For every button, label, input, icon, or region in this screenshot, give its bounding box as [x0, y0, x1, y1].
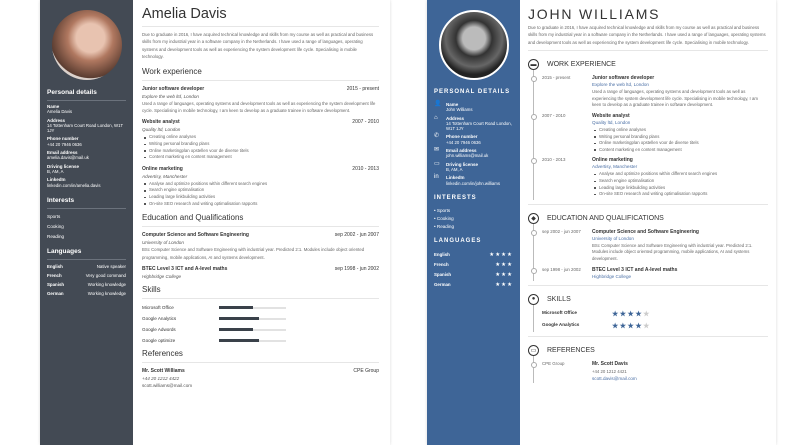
- reference-company: CPE Group: [353, 368, 379, 374]
- item-description: Used a range of languages, operating systems and development tools as well as experiencing the system development life cycle. Specialising in mobile technology, I am keen to develop as a graduate trainee in software development.: [592, 89, 758, 108]
- item-organization: Advertisy, Manchester: [142, 173, 188, 179]
- item-dates: 2015 - present: [542, 75, 571, 81]
- divider: [142, 26, 379, 27]
- item-organization: Advertisy, Manchester: [592, 164, 638, 170]
- personal-detail-label: Phone number: [47, 136, 79, 142]
- personal-detail: [47, 150, 126, 161]
- references-heading: REFERENCES: [547, 346, 595, 354]
- personal-detail-label: Driving license: [47, 163, 80, 169]
- profile-photo: [52, 10, 122, 80]
- skill-name: Google Adwords: [142, 327, 176, 332]
- skill-bar-fill: [219, 306, 253, 309]
- languages-heading: Languages: [47, 248, 126, 260]
- language-name: Spanish: [434, 271, 452, 277]
- personal-detail-value: B, AM, A: [47, 168, 64, 174]
- bullet-item: Leading large linkbuilding activities: [142, 194, 379, 201]
- language-stars: ★★★: [495, 261, 513, 268]
- personal-detail-value: amelia.davis@mail.uk: [47, 155, 89, 161]
- personal-detail-label: Driving license: [446, 161, 479, 167]
- personal-detail-value: linkedin.com/in/john.williams: [446, 180, 500, 186]
- personal-detail: [434, 116, 513, 132]
- item-organization: University of London: [592, 235, 634, 241]
- summary: Due to graduate in 2016, I have acquired technical knowledge and skills from my course as well as practical and business skills from my industrial year in a software company in the Netherlands. I have used a range of languages, operating systems and development tools as well as experiencing the system development life cycle. Specialising in mobile technology.: [142, 32, 374, 60]
- item-organization: Highbridge College: [142, 274, 182, 279]
- language-item: [47, 264, 126, 269]
- profile-photo: [439, 10, 509, 80]
- reference-phone: +44 20 1212 4421: [592, 368, 627, 374]
- resume-template-a[interactable]: [40, 0, 390, 445]
- personal-detail-label: Address: [446, 115, 465, 121]
- work-item: [534, 113, 768, 153]
- item-header: [142, 86, 379, 92]
- speech-bubble-icon: ▭: [528, 345, 539, 356]
- bullet-item: Creating online analyses: [592, 127, 768, 134]
- interest-item: Reading: [47, 233, 65, 239]
- personal-detail: [434, 162, 513, 173]
- bullet-item: Search engine optimalisation: [142, 187, 379, 194]
- education-heading: Education and Qualifications: [142, 213, 244, 223]
- sidebar: [40, 0, 133, 445]
- bullet-item: Search engine optimalisation: [592, 178, 768, 185]
- item-title: Junior software developer: [592, 75, 655, 82]
- personal-detail-label: Address: [47, 117, 66, 123]
- item-organization: Quality ltd, London: [142, 127, 181, 133]
- work-item: [142, 86, 379, 115]
- bullet-list: [592, 171, 768, 197]
- personal-detail: [434, 148, 513, 159]
- interest-item: • Reading: [434, 223, 454, 229]
- language-item: [47, 291, 126, 296]
- language-name: French: [434, 261, 449, 267]
- item-dates: 2007 - 2010: [352, 119, 379, 126]
- personal-detail-value: +44 20 7946 0636: [47, 141, 82, 147]
- language-item: [434, 272, 513, 278]
- item-organization: Quality ltd, London: [592, 120, 631, 125]
- education-item: [142, 266, 379, 279]
- personal-detail-value: Amelia Davis: [47, 109, 73, 115]
- work-item: [142, 166, 379, 207]
- work-item: [534, 157, 768, 197]
- reference-email[interactable]: scott.williams@mail.com: [142, 383, 193, 388]
- language-name: German: [434, 281, 451, 287]
- personal-detail-label: Name: [446, 102, 459, 107]
- personal-detail-label: LinkedIn: [47, 177, 66, 183]
- interest-item: • Sports: [434, 207, 451, 213]
- personal-detail-value: 14 Tottenham Court Road London, W1T 1JY: [47, 122, 124, 134]
- skill-name: Microsoft Office: [142, 305, 174, 310]
- bullet-item: Leading large linkbuilding activities: [592, 185, 768, 192]
- divider: [142, 80, 379, 81]
- reference: [534, 361, 768, 381]
- skill-item: [142, 327, 379, 332]
- personal-details-heading: Personal details: [47, 89, 126, 101]
- home-icon: ⌂: [434, 114, 438, 121]
- interests-heading: Interests: [47, 197, 126, 209]
- language-stars: ★★★: [495, 281, 513, 288]
- skill-bar: [219, 340, 286, 342]
- personal-details-heading: PERSONAL DETAILS: [434, 89, 511, 95]
- interest-item: Sports: [47, 213, 61, 219]
- item-header: [142, 166, 379, 172]
- skill-item: [142, 338, 379, 343]
- personal-detail: [434, 175, 513, 186]
- interest-item: Cooking: [47, 223, 64, 229]
- work-heading: Work experience: [142, 66, 202, 76]
- language-item: [47, 273, 126, 278]
- item-title: Computer Science and Software Engineering: [592, 228, 699, 235]
- item-content: [592, 157, 768, 197]
- divider: [528, 336, 768, 337]
- skill-item: [534, 310, 768, 318]
- item-dates: sep 1998 - jun 2002: [334, 266, 379, 272]
- references-heading: References: [142, 349, 183, 358]
- language-name: German: [47, 290, 64, 296]
- item-dates: 2007 - 2010: [542, 113, 566, 118]
- main-content: [142, 0, 379, 388]
- language-level: Native speaker: [96, 263, 126, 269]
- reference-email[interactable]: scott.davis@mail.com: [592, 375, 637, 381]
- skill-name: Google optimize: [142, 338, 176, 343]
- candidate-name: Amelia Davis: [142, 6, 227, 22]
- personal-detail-label: Name: [47, 104, 60, 109]
- bullet-item: Analyse and optimize positions within different search engines: [592, 171, 768, 178]
- reference-name: Mr. Scott Williams: [142, 368, 185, 374]
- graduation-cap-icon: ◆: [528, 213, 539, 224]
- skill-bar: [219, 307, 286, 309]
- bullet-item: Analyse and optimize positions within different search engines: [142, 181, 379, 188]
- bullet-item: On-site SEO research and writing optimalisation rapports: [142, 201, 379, 208]
- personal-detail-label: Phone number: [446, 134, 478, 140]
- skill-item: [142, 316, 379, 321]
- item-title: Website analyst: [592, 113, 630, 119]
- personal-detail: [434, 134, 513, 145]
- bullet-list: [592, 127, 768, 153]
- linkedin-icon: in: [434, 174, 439, 181]
- education-item: [142, 232, 379, 261]
- car-icon: ▭: [434, 160, 440, 167]
- bullet-list: [142, 134, 379, 160]
- sidebar: [427, 0, 520, 445]
- personal-detail: [47, 177, 126, 188]
- bullet-item: Online marketingplan opstellen voor de diverse titels: [592, 140, 768, 147]
- item-organization: Explore the web ltd, London: [142, 93, 199, 99]
- item-dates: sep 2002 - jun 2007: [334, 232, 379, 239]
- work-item: [534, 75, 768, 109]
- skill-name: Google Analytics: [542, 321, 580, 327]
- skill-stars: ★★★★★: [612, 310, 651, 318]
- user-icon: 👤: [434, 101, 442, 107]
- personal-detail-value: 14 Tottenham Court Road London, W1T 1JY: [446, 120, 512, 132]
- bullet-item: On-site SEO research and writing optimalisation rapports: [592, 191, 768, 198]
- personal-detail-value: John Williams: [446, 107, 473, 113]
- skill-bar: [219, 318, 286, 320]
- item-content: [592, 267, 768, 279]
- skills-heading: SKILLS: [547, 295, 571, 303]
- item-description: BSc Computer Science and Software Engineering with industrial year. Predicted 2:1. Modules include object oriented programming, mobile applications, AI and systems development.: [592, 242, 753, 261]
- bullet-item: Writing personal branding plans: [592, 134, 768, 141]
- skills-heading: Skills: [142, 285, 161, 294]
- bullet-item: Online marketingplan opstellen voor de diverse titels: [142, 148, 379, 155]
- skill-bar-fill: [219, 339, 259, 342]
- item-header: [142, 232, 379, 238]
- language-name: Spanish: [47, 281, 65, 287]
- reference-name: Mr. Scott Davis: [592, 360, 628, 367]
- education-item: [534, 229, 768, 263]
- reference-company: CPE Group: [542, 360, 565, 366]
- personal-detail-label: Email address: [47, 150, 78, 156]
- item-title: Online marketing: [592, 157, 633, 164]
- item-content: [592, 229, 768, 263]
- skill-stars: ★★★★★: [612, 322, 651, 330]
- bullet-item: Content marketing en content management: [592, 147, 768, 154]
- language-name: French: [47, 272, 62, 278]
- personal-detail: [47, 118, 126, 134]
- candidate-name: JOHN WILLIAMS: [528, 6, 661, 22]
- item-title: Online marketing: [142, 165, 183, 172]
- language-item: [434, 262, 513, 268]
- divider: [142, 298, 379, 299]
- item-content: [592, 75, 768, 109]
- language-stars: ★★★★: [489, 251, 513, 258]
- interests-heading: INTERESTS: [434, 194, 477, 201]
- main-content: [528, 0, 768, 383]
- skill-bar: [219, 329, 286, 331]
- item-header: [142, 119, 379, 125]
- language-name: English: [434, 251, 450, 257]
- work-heading: WORK EXPERIENCE: [547, 61, 616, 69]
- envelope-icon: ✉: [434, 147, 440, 154]
- personal-detail: [434, 102, 513, 113]
- work-item: [142, 119, 379, 160]
- item-title: Website analyst: [142, 119, 180, 126]
- skill-name: Microsoft Office: [542, 309, 577, 315]
- personal-detail: [47, 104, 126, 115]
- item-dates: sep 1998 - jun 2002: [542, 266, 581, 272]
- personal-detail-value: +44 20 7946 0636: [446, 139, 481, 145]
- personal-detail-value: john.williams@mail.uk: [446, 153, 489, 159]
- item-dates: 2015 - present: [346, 85, 379, 92]
- bullet-list: [142, 181, 379, 207]
- item-organization: Explore the web ltd, London: [592, 82, 649, 88]
- summary: Due to graduate in 2016, I have acquired technical knowledge and skills from my course as well as practical and business skills from my industrial year in a software company in the Netherlands. I have used a range of languages, operating systems and development tools as well as experiencing the system development life cycle. Specialising in mobile technology.: [528, 25, 766, 45]
- item-dates: 2010 - 2013: [352, 165, 379, 172]
- personal-detail-value: B, AM, A: [446, 166, 463, 172]
- skill-bar-fill: [219, 328, 253, 331]
- item-dates: sep 2002 - jun 2007: [542, 228, 581, 234]
- reference: [142, 368, 379, 388]
- bullet-item: Writing personal branding plans: [142, 141, 379, 148]
- language-item: [434, 252, 513, 258]
- skill-item: [534, 322, 768, 330]
- bullet-item: Content marketing en content management: [142, 154, 379, 161]
- resume-template-b[interactable]: [427, 0, 776, 445]
- skill-item: [142, 305, 379, 310]
- language-name: English: [47, 263, 63, 269]
- item-content: [592, 113, 768, 153]
- personal-detail: [47, 164, 126, 175]
- personal-detail-label: LinkedIn: [446, 175, 465, 181]
- bullet-item: Creating online analyses: [142, 134, 379, 141]
- language-level: Working knowledge: [87, 281, 126, 287]
- skill-bar-fill: [219, 317, 259, 320]
- phone-icon: ✆: [434, 133, 440, 140]
- languages-heading: LANGUAGES: [434, 237, 482, 244]
- education-item: [534, 267, 768, 279]
- reference-phone: +44 20 1212 4422: [142, 376, 180, 381]
- language-item: [434, 282, 513, 288]
- item-title: Junior software developer: [142, 85, 205, 92]
- item-organization: University of London: [142, 240, 184, 246]
- divider: [528, 204, 768, 205]
- skill-name: Google Analytics: [142, 316, 177, 321]
- language-item: [47, 282, 126, 287]
- education-heading: EDUCATION AND QUALIFICATIONS: [547, 214, 664, 222]
- item-header: [142, 266, 379, 272]
- item-title: BTEC Level 3 ICT and A-level maths: [592, 266, 678, 273]
- briefcase-icon: ▬: [528, 59, 539, 70]
- item-description: BSc Computer Science and Software Engineering with industrial year. Predicted 2:1. Modules include object oriented programming, mobile applications, AI and systems development.: [142, 247, 365, 260]
- item-title: Computer Science and Software Engineering: [142, 232, 249, 239]
- personal-detail: [47, 136, 126, 147]
- item-organization: Highbridge College: [592, 273, 632, 279]
- item-description: Used a range of languages, operating systems and development tools as well as experiencing the system development life cycle. Specialising in mobile technology, I am keen to develop as a graduate trainee in software development.: [142, 100, 376, 114]
- divider: [142, 362, 379, 363]
- personal-detail-label: Email address: [446, 148, 477, 154]
- item-title: BTEC Level 3 ICT and A-level maths: [142, 266, 228, 272]
- language-level: Working knowledge: [87, 290, 126, 296]
- divider: [528, 50, 768, 51]
- interest-item: • Cooking: [434, 215, 454, 221]
- item-dates: 2010 - 2013: [542, 157, 566, 163]
- divider: [528, 285, 768, 286]
- brain-icon: ●: [528, 294, 539, 305]
- personal-detail-value: linkedin.com/in/amelia.davis: [47, 182, 101, 188]
- language-stars: ★★★: [495, 271, 513, 278]
- language-level: Very good command: [85, 272, 126, 278]
- divider: [142, 226, 379, 227]
